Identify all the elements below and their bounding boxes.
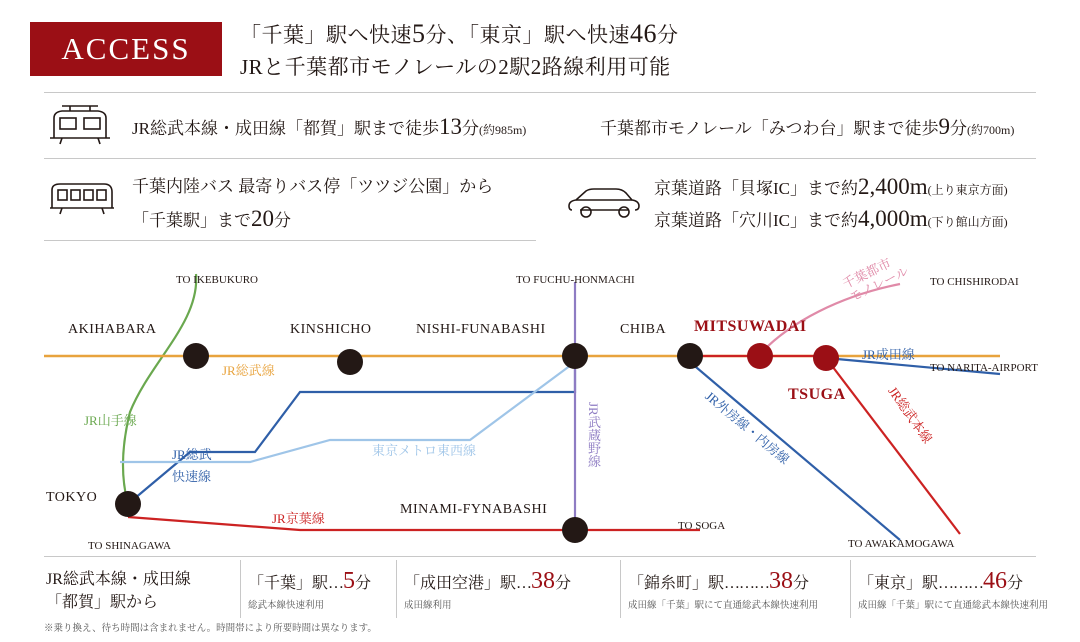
- station-label-tokyo: TOKYO: [46, 490, 98, 505]
- footer-disclaimer: ※乗り換え、待ち時間は含まれません。時間帯により所要時間は異なります。: [44, 624, 377, 634]
- header-line1-part-e: 分: [657, 23, 679, 47]
- info-bus-minutes: 20: [251, 206, 274, 231]
- station-dot-chiba: [677, 343, 703, 369]
- footer-cell-tokyo: [858, 568, 1048, 611]
- line-label-sobu: JR総武線: [222, 363, 275, 378]
- info-train-left-text: JR総武本線・成田線「都賀」駅まで徒歩: [132, 119, 439, 138]
- station-label-tsuga: TSUGA: [788, 386, 846, 403]
- station-label-mitsuwadai: MITSUWADAI: [694, 318, 807, 335]
- tip-label-to-narita-airport: TO NARITA-AIRPORT: [930, 362, 1038, 374]
- station-label-nishi-funabashi: NISHI-FUNABASHI: [416, 322, 546, 337]
- divider-bus-bottom: [44, 240, 536, 241]
- station-dot-mitsuwadai: [747, 343, 773, 369]
- header-line1-minutes-chiba: 5: [412, 19, 426, 48]
- info-train-right-minutes: 9: [938, 114, 950, 139]
- footer-tokyo-minutes: 46: [983, 568, 1008, 594]
- line-label-yamanote: JR山手線: [84, 413, 137, 428]
- info-car2-unit: m: [909, 206, 928, 231]
- station-dot-tsuga: [813, 345, 839, 371]
- footer-cell-narita-airport: [404, 568, 571, 611]
- line-label-monorail: 千葉都市 モノレール: [840, 255, 911, 305]
- header-text-block: [240, 18, 1040, 83]
- footer-cell-kinshicho: [628, 568, 818, 611]
- header-line-2: JRと千葉都市モノレールの2駅2路線利用可能: [240, 55, 671, 79]
- line-label-sobu-rapid-2: 快速線: [172, 469, 212, 484]
- footer-tokyo-unit: 分: [1007, 575, 1024, 592]
- tip-label-to-chishirodai: TO CHISHIRODAI: [930, 276, 1019, 288]
- divider-mid: [44, 158, 1036, 159]
- divider-top: [44, 92, 1036, 93]
- footer-narita-station: 「成田空港」駅: [404, 575, 517, 592]
- station-dot-minami-funabashi: [562, 517, 588, 543]
- header-line1-part-c: 分、「東京」駅へ快速: [425, 23, 630, 47]
- line-label-narita: JR成田線: [862, 347, 915, 362]
- info-bus-line-1: 千葉内陸バス 最寄りバス停「ツツジ公園」から: [132, 177, 494, 196]
- info-train-left-distance: (約985m): [478, 123, 527, 137]
- info-bus-dest: 「千葉駅」まで: [132, 211, 251, 230]
- bus-icon: [48, 176, 118, 225]
- footer-narita-unit: 分: [555, 575, 572, 592]
- access-badge-label: ACCESS: [61, 31, 191, 66]
- footer-divider-1: [240, 560, 241, 618]
- line-path-sobu-honsen: [826, 358, 960, 534]
- tip-label-to-shinagawa: TO SHINAGAWA: [88, 540, 171, 552]
- footer-tokyo-station: 「東京」駅: [858, 575, 939, 592]
- station-dot-akihabara: [183, 343, 209, 369]
- train-icon: [48, 104, 112, 153]
- line-label-sotobo: JR外房線・内房線: [702, 388, 793, 468]
- footer-narita-note: 成田線利用: [404, 601, 452, 611]
- car-icon: [566, 182, 642, 229]
- info-car1-unit: m: [909, 174, 928, 199]
- header-line-1: [240, 18, 1040, 51]
- header-line1-part-a: 「千葉」駅へ快速: [240, 23, 412, 47]
- divider-footer: [44, 556, 1036, 557]
- tip-label-to-ikebukuro: TO IKEBUKURO: [176, 274, 258, 286]
- info-bus-unit: 分: [274, 211, 291, 230]
- footer-tokyo-note: 成田線「千葉」駅にて直通総武本線快速利用: [858, 601, 1049, 611]
- info-train-right: [600, 112, 1014, 145]
- footer-divider-2: [396, 560, 397, 618]
- access-badge: [30, 22, 222, 76]
- line-label-keiyo: JR京葉線: [272, 511, 325, 526]
- info-train-left-minutes: 13: [438, 114, 462, 139]
- footer-chiba-note: 総武本線快速利用: [248, 601, 325, 611]
- line-label-sobu-rapid-1: JR総武: [172, 447, 212, 462]
- info-car1-text: 京葉道路「貝塚IC」まで約: [654, 179, 858, 198]
- station-label-kinshicho: KINSHICHO: [290, 322, 372, 337]
- footer-kinshicho-unit: 分: [793, 575, 810, 592]
- line-label-sobu-honsen: JR総武本線: [885, 383, 936, 447]
- info-car2-note: (下り館山方面): [927, 215, 1008, 229]
- footer-origin-line1: JR総武本線・成田線: [46, 571, 191, 588]
- info-train-right-unit: 分: [949, 119, 967, 138]
- station-dot-nishi-funabashi: [562, 343, 588, 369]
- station-dot-kinshicho: [337, 349, 363, 375]
- info-car1-note: (上り東京方面): [927, 183, 1008, 197]
- info-car2-text: 京葉道路「穴川IC」まで約: [654, 211, 858, 230]
- info-car-line-1: [654, 172, 1008, 205]
- station-label-chiba: CHIBA: [620, 322, 667, 337]
- line-label-musashino: JR武蔵野線: [586, 402, 601, 468]
- header-line1-minutes-tokyo: 46: [630, 19, 657, 48]
- footer-origin-line2: 「都賀」駅から: [46, 594, 159, 611]
- footer-kinshicho-dots: ………: [724, 575, 770, 592]
- footer-divider-3: [620, 560, 621, 618]
- tip-label-to-soga: TO SOGA: [678, 520, 726, 532]
- footer-chiba-station: 「千葉」駅: [248, 575, 329, 592]
- info-bus-line-2: [132, 204, 291, 236]
- footer-narita-minutes: 38: [531, 568, 556, 594]
- route-map: [0, 255, 1080, 552]
- info-train-left-unit: 分: [461, 119, 479, 138]
- footer-chiba-unit: 分: [355, 575, 372, 592]
- info-train-right-text: 千葉都市モノレール「みつわ台」駅まで徒歩: [600, 119, 939, 138]
- footer-divider-4: [850, 560, 851, 618]
- info-car-line-2: [654, 204, 1008, 237]
- footer-chiba-minutes: 5: [343, 568, 356, 594]
- footer-kinshicho-minutes: 38: [769, 568, 794, 594]
- footer-cell-chiba: [248, 568, 371, 611]
- footer-kinshicho-note: 成田線「千葉」駅にて直通総武本線快速利用: [628, 601, 819, 611]
- footer-origin: [46, 566, 191, 612]
- footer-chiba-dots: …: [328, 575, 344, 592]
- footer-narita-dots: …: [516, 575, 532, 592]
- tip-label-to-awakamogawa: TO AWAKAMOGAWA: [848, 538, 955, 550]
- station-label-akihabara: AKIHABARA: [68, 322, 157, 337]
- footer-tokyo-dots: ………: [938, 575, 984, 592]
- line-path-keiyo: [128, 517, 700, 530]
- station-dot-tokyo: [115, 491, 141, 517]
- info-car1-distance: 2,400: [858, 174, 910, 199]
- info-car2-distance: 4,000: [858, 206, 910, 231]
- tip-label-to-fuchu-honmachi: TO FUCHU-HONMACHI: [516, 274, 635, 286]
- info-train-left: [132, 112, 526, 145]
- line-label-tozai: 東京メトロ東西線: [372, 443, 477, 458]
- info-train-right-distance: (約700m): [966, 123, 1015, 137]
- footer-kinshicho-station: 「錦糸町」駅: [628, 575, 725, 592]
- station-label-minami-funabashi: MINAMI-FYNABASHI: [400, 502, 548, 517]
